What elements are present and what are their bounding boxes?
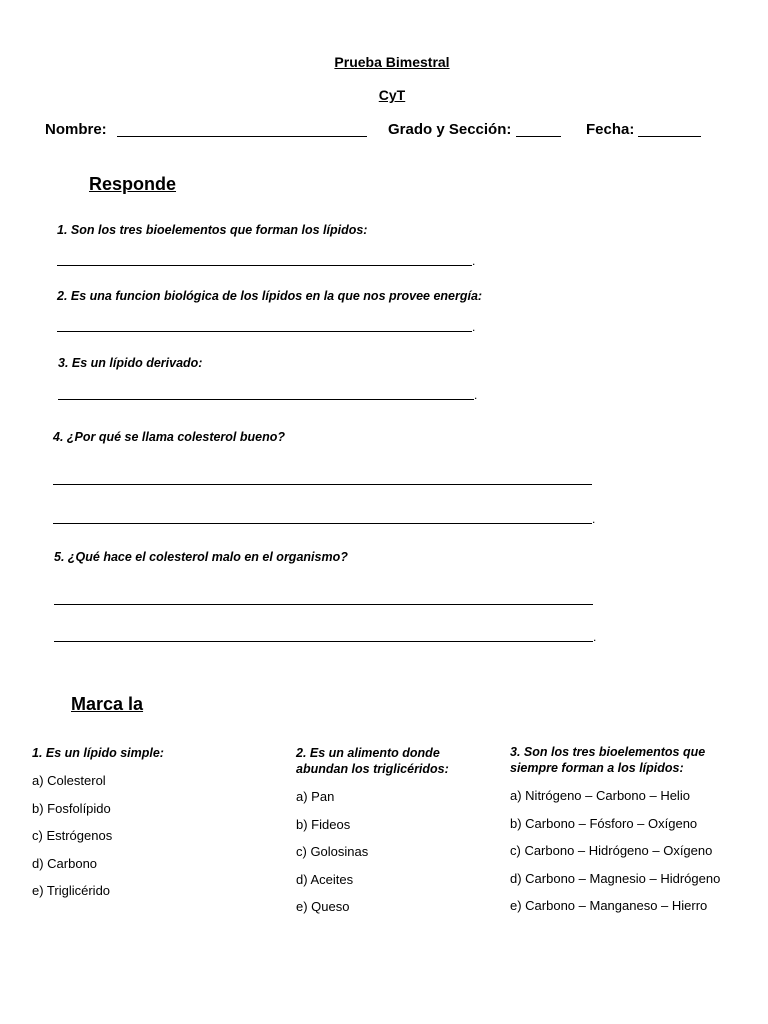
question-2: 2. Es una funcion biológica de los lípidos en la que nos provee energía: [57, 289, 483, 303]
mc1-option-e[interactable]: e) Triglicérido [32, 883, 111, 898]
page-title: Prueba Bimestral [334, 54, 450, 70]
answer-line-4a[interactable] [53, 484, 592, 485]
multiple-choice-1 [32, 745, 272, 911]
mc-question-1: 1. Es un lípido simple: [32, 746, 164, 760]
multiple-choice-3 [510, 744, 730, 926]
answer-line-end: . [474, 388, 478, 402]
answer-line-4b[interactable] [53, 523, 592, 524]
mc1-option-d[interactable]: d) Carbono [32, 855, 98, 871]
mc-question-3: 3. Son los tres bioelementos que siempre forman a los lípidos: [510, 745, 706, 775]
mc2-option-b[interactable]: b) Fideos [296, 816, 351, 832]
grado-seccion-label: Grado y Sección: [388, 121, 512, 138]
answer-line-5a[interactable] [54, 604, 593, 605]
mc3-option-c[interactable]: c) Carbono – Hidrógeno – Oxígeno [510, 843, 713, 858]
multiple-choice-2 [296, 745, 468, 927]
mc-question-2: 2. Es un alimento donde abundan los triglicéridos: [296, 746, 449, 776]
mc2-option-a[interactable]: a) Pan [296, 789, 335, 804]
question-4: 4. ¿Por qué se llama colesterol bueno? [53, 430, 286, 444]
fecha-field[interactable] [638, 136, 701, 137]
marca-heading: Marca la [71, 694, 144, 714]
mc3-option-d[interactable]: d) Carbono – Magnesio – Hidrógeno [510, 870, 721, 886]
answer-line-end: . [592, 512, 596, 526]
grado-seccion-field[interactable] [516, 136, 561, 137]
question-3: 3. Es un lípido derivado: [58, 356, 203, 370]
question-1: 1. Son los tres bioelementos que forman los lípidos: [57, 223, 368, 237]
mc1-option-a[interactable]: a) Colesterol [32, 773, 106, 788]
mc2-option-d[interactable]: d) Aceites [296, 871, 354, 887]
fecha-label: Fecha: [586, 121, 635, 138]
responde-heading: Responde [89, 174, 177, 194]
answer-line-end: . [593, 630, 597, 644]
answer-line-5b[interactable] [54, 641, 593, 642]
mc2-option-c[interactable]: c) Golosinas [296, 844, 369, 859]
mc1-option-b[interactable]: b) Fosfolípido [32, 800, 111, 816]
mc1-option-c[interactable]: c) Estrógenos [32, 828, 113, 843]
answer-line-3[interactable] [58, 399, 474, 400]
nombre-label: Nombre: [45, 121, 107, 138]
answer-line-end: . [472, 320, 476, 334]
answer-line-end: . [472, 254, 476, 268]
mc3-option-a[interactable]: a) Nitrógeno – Carbono – Helio [510, 788, 690, 803]
answer-line-1[interactable] [57, 265, 472, 266]
page-subtitle: CyT [378, 87, 406, 103]
mc2-option-e[interactable]: e) Queso [296, 899, 350, 914]
answer-line-2[interactable] [57, 331, 472, 332]
mc3-option-b[interactable]: b) Carbono – Fósforo – Oxígeno [510, 815, 698, 831]
nombre-field[interactable] [117, 136, 367, 137]
mc3-option-e[interactable]: e) Carbono – Manganeso – Hierro [510, 898, 708, 913]
question-5: 5. ¿Qué hace el colesterol malo en el organismo? [54, 550, 348, 564]
